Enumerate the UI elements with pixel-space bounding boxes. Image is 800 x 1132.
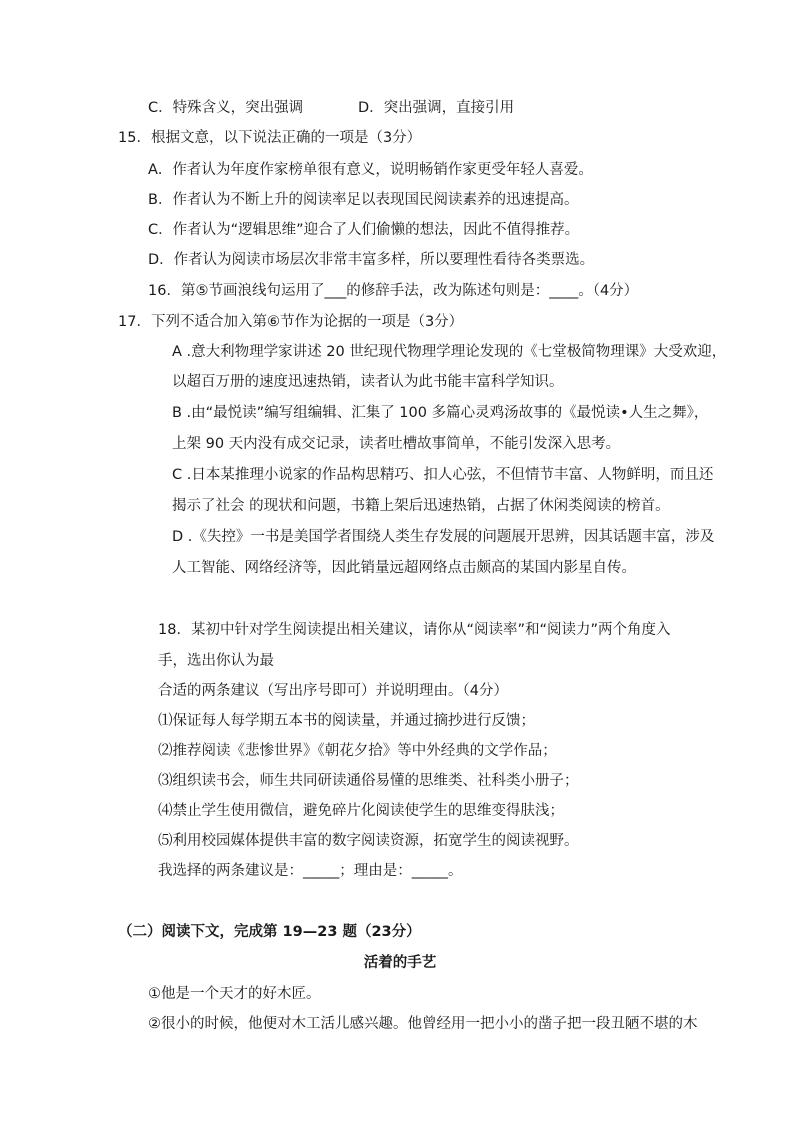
- q17-stem: 17．下列不适合加入第⑥节作为论据的一项是（3分）: [118, 314, 464, 330]
- q15-stem: 15．根据文意，以下说法正确的一项是（3分）: [118, 130, 422, 146]
- q17-line: D .《失控》一书是美国学者围绕人类生存发展的问题展开思辨，因其话题丰富，涉及: [172, 529, 715, 545]
- q18-stem: 18．某初中针对学生阅读提出相关建议，请你从“阅读率”和“阅读力”两个角度入: [158, 622, 671, 638]
- q18-item: ⑵推荐阅读《悲惨世界》《朝花夕拾》等中外经典的文学作品；: [158, 743, 557, 759]
- q17-line: 上架 90 天内没有成交记录，读者吐槽故事简单，不能引发深入思考。: [172, 436, 621, 452]
- section-heading: （二）阅读下文，完成第 19—23 题（23分）: [118, 924, 421, 940]
- q16-stem: 16．第⑤节画浪线句运用了___的修辞手法，改为陈述句则是：____。（4分）: [148, 283, 639, 299]
- q17-line: 以超百万册的速度迅速热销，读者认为此书能丰富科学知识。: [172, 374, 564, 390]
- q18-stem-cont: 合适的两条建议（写出序号即可）并说明理由。（4分）: [158, 683, 508, 699]
- q15-option-a: A．作者认为年度作家榜单很有意义，说明畅销作家更受年轻人喜爱。: [148, 162, 593, 178]
- passage-paragraph: ①他是一个天才的好木匠。: [148, 986, 321, 1002]
- q17-line: 揭示了社会 的现状和问题，书籍上架后迅速热销，占据了休闲类阅读的榜首。: [172, 498, 670, 514]
- q14-option-c: C．特殊含义，突出强调: [148, 100, 304, 116]
- q18-item: ⑸利用校园媒体提供丰富的数字阅读资源，拓宽学生的阅读视野。: [158, 833, 579, 849]
- q18-stem-cont: 手，选出你认为最: [158, 653, 274, 669]
- q17-line: A .意大利物理学家讲述 20 世纪现代物理学理论发现的《七堂极简物理课》大受欢迎，: [172, 344, 727, 360]
- q14-option-d: D．突出强调，直接引用: [358, 100, 515, 116]
- q15-option-c: C．作者认为“逻辑思维”迎合了人们偷懒的想法，因此不值得推荐。: [148, 222, 580, 238]
- q18-answer-line: 我选择的两条建议是：_____；理由是：_____。: [158, 863, 463, 879]
- passage-title: 活着的手艺: [363, 955, 437, 971]
- q18-item: ⑶组织读书会，师生共同研读通俗易懂的思维类、社科类小册子；: [158, 773, 579, 789]
- q18-item: ⑷禁止学生使用微信，避免碎片化阅读使学生的思维变得肤浅；: [158, 803, 564, 819]
- q17-line: 人工智能、网络经济等，因此销量远超网络点击颇高的某国内影星自传。: [172, 560, 636, 576]
- q17-line: B .由“最悦读”编写组编辑、汇集了 100 多篇心灵鸡汤故事的《最悦读•人生之舞》，: [172, 405, 709, 421]
- q17-line: C .日本某推理小说家的作品构思精巧、扣人心弦，不但情节丰富、人物鲜明，而且还: [172, 467, 714, 483]
- passage-paragraph: ②很小的时候，他便对木工活儿感兴趣。他曾经用一把小小的凿子把一段丑陋不堪的木: [148, 1016, 698, 1032]
- q15-option-d: D．作者认为阅读市场层次非常丰富多样，所以要理性看待各类票选。: [148, 252, 595, 268]
- q15-option-b: B．作者认为不断上升的阅读率足以表现国民阅读素养的迅速提高。: [148, 192, 579, 208]
- q18-item: ⑴保证每人每学期五本书的阅读量，并通过摘抄进行反馈；: [158, 713, 535, 729]
